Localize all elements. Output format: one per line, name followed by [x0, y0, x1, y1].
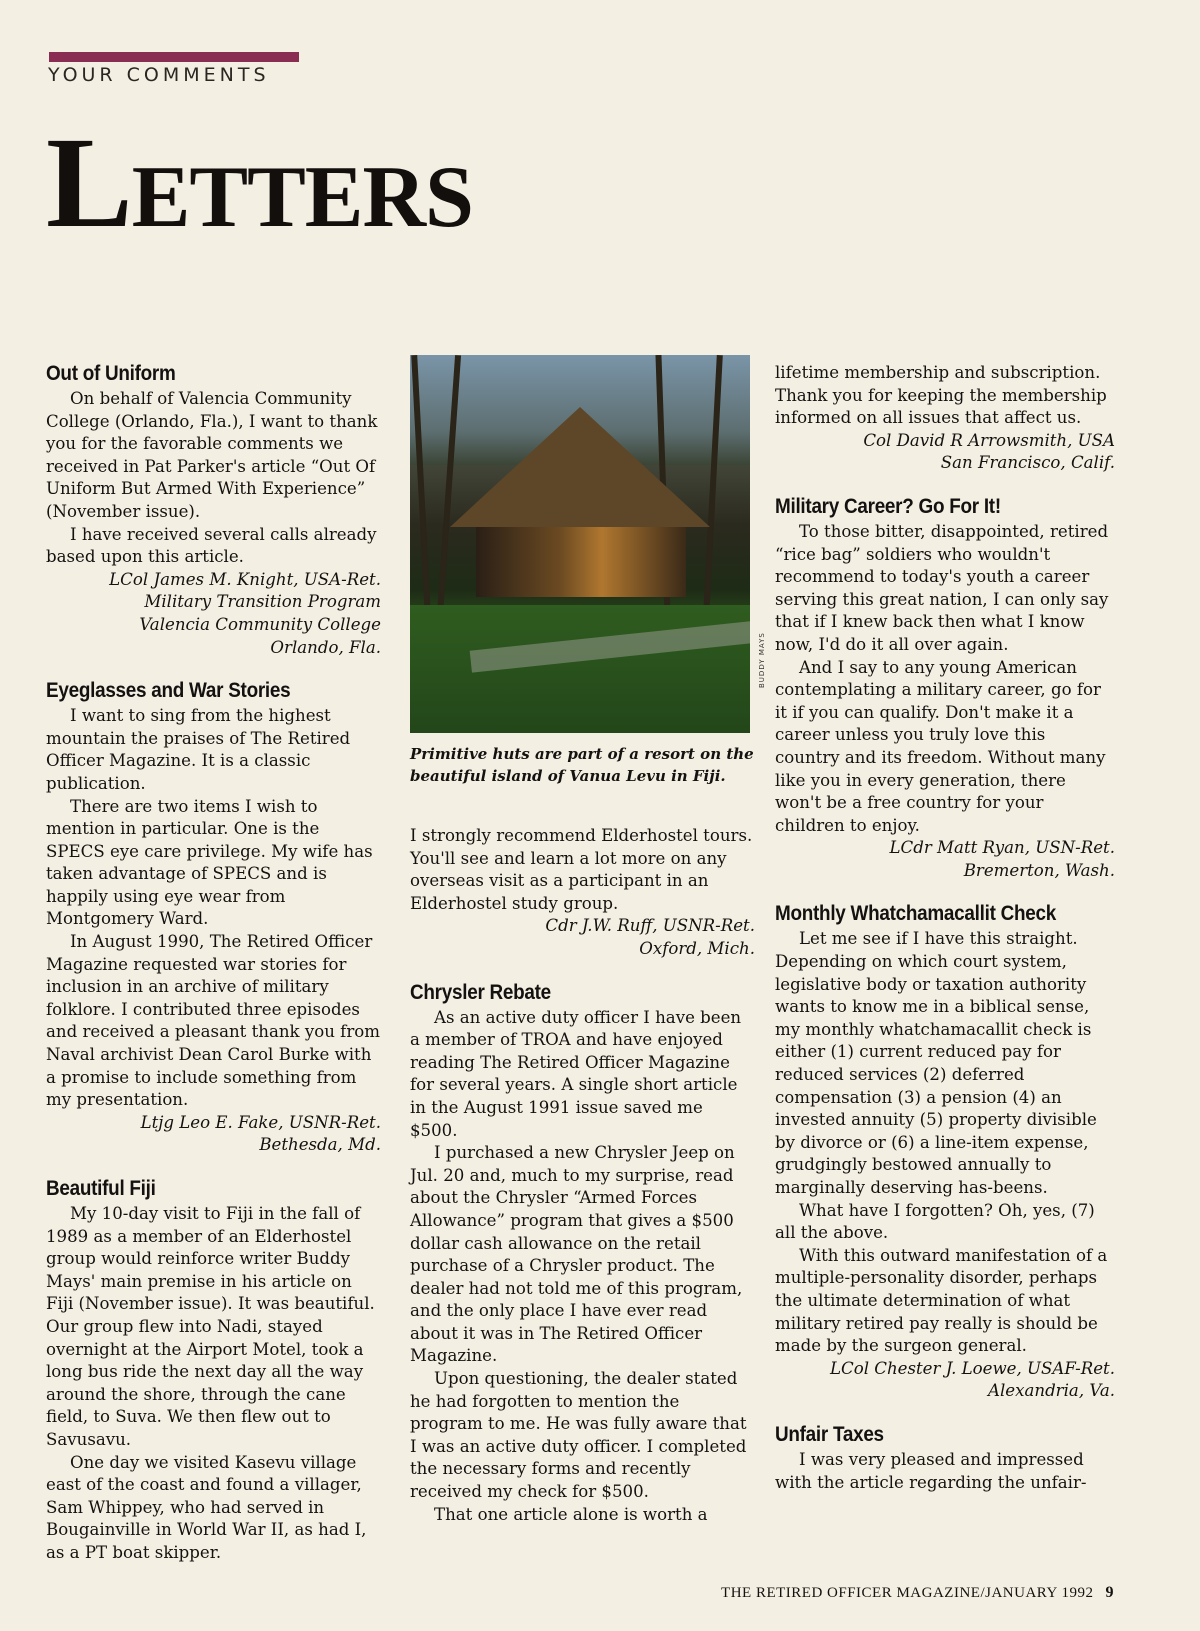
letter-signature-line: Ltjg Leo E. Fake, USNR-Ret.	[140, 1112, 381, 1132]
letter-paragraph: And I say to any young American contemplating a military career, go for it if you can qualify. Don't make it a career unless you truly love this country and its freedom. Without many like you in every generation, there won't be a free country for your children to enjoy.	[775, 657, 1106, 835]
fiji-hut-photo	[410, 355, 750, 733]
letter-signature-line: Cdr J.W. Ruff, USNR-Ret.	[545, 916, 755, 936]
column-2-letters	[410, 825, 755, 1526]
letter-signature-line: Bremerton, Wash.	[963, 860, 1115, 880]
column-1	[46, 362, 381, 1585]
letter-paragraph: lifetime membership and subscription. Thank you for keeping the membership informed on all issues that affect us.	[775, 363, 1107, 428]
letter-paragraph: Let me see if I have this straight. Depending on which court system, legislative body or taxation authority wants to know me in a biblical sense, my monthly whatchamacallit check is either (1) current reduced pay for reduced services (2) deferred compensation (3) a pension (4) an invested annuity (5) property divisible by divorce or (6) a line-item expense, grudgingly bestowed annually to marginally deserving has-beens.	[775, 929, 1097, 1197]
page-title-initial: L	[46, 111, 132, 255]
letter-signature-line: Col David R Arrowsmith, USA	[863, 430, 1115, 450]
column-3	[775, 362, 1115, 1514]
letter-heading: Beautiful Fiji	[46, 1177, 156, 1200]
letter	[46, 362, 381, 659]
letter	[410, 981, 755, 1527]
page-title	[46, 111, 473, 255]
letter	[46, 1177, 381, 1565]
column-2	[410, 362, 755, 1546]
letter-signature-line: Orlando, Fla.	[270, 637, 381, 657]
photo-credit: BUDDY MAYS	[758, 632, 766, 688]
letter-paragraph: One day we visited Kasevu village east of the coast and found a villager, Sam Whippey, who had served in Bougainville in World War II, as had I, as a PT boat skipper.	[46, 1452, 367, 1562]
letter	[410, 825, 755, 961]
letter-signature-line: San Francisco, Calif.	[940, 453, 1115, 473]
letter-paragraph: To those bitter, disappointed, retired “rice bag” soldiers who wouldn't recommend to today's youth a career serving this great nation, I can only say that if I knew back then what I know now, I'd do it all over again.	[775, 521, 1109, 654]
letter-paragraph: I was very pleased and impressed with the article regarding the unfair-	[775, 1449, 1087, 1492]
page-footer	[721, 1584, 1114, 1602]
letter-signature-line: Alexandria, Va.	[988, 1381, 1115, 1401]
letter-paragraph: I strongly recommend Elderhostel tours. You'll see and learn a lot more on any overseas visit as a participant in an Elderhostel study group.	[410, 826, 753, 913]
letter-signature-line: Oxford, Mich.	[639, 938, 755, 958]
letter-paragraph: In August 1990, The Retired Officer Magazine requested war stories for inclusion in an archive of military folklore. I contributed three episodes and received a pleasant thank you from Naval archivist Dean Carol Burke with a promise to include something from my presentation.	[46, 932, 380, 1110]
letter-paragraph: My 10-day visit to Fiji in the fall of 1989 as a member of an Elderhostel group would reinforce writer Buddy Mays' main premise in his article on Fiji (November issue). It was beautiful. Our group flew into Nadi, stayed overnight at the Airport Motel, took a long bus ride the next day all the way around the shore, through the cane field, to Suva. We then flew out to Savusavu.	[46, 1204, 375, 1449]
letter-paragraph: I purchased a new Chrysler Jeep on Jul. 20 and, much to my surprise, read about the Chrysler “Armed Forces Allowance” program that gives a $500 dollar cash allowance on the retail purchase of a Chrysler product. The dealer had not told me of this program, and the only place I have ever read about it was in The Retired Officer Magazine.	[410, 1143, 743, 1366]
photo-caption: Primitive huts are part of a resort on the beautiful island of Vanua Levu in Fiji.	[410, 745, 754, 785]
letter-paragraph: What have I forgotten? Oh, yes, (7) all the above.	[775, 1200, 1095, 1243]
letter-signature-line: Valencia Community College	[139, 614, 381, 634]
letter	[775, 1423, 1115, 1494]
letter-signature-line: LCol James M. Knight, USA-Ret.	[109, 569, 381, 589]
letter-paragraph: I want to sing from the highest mountain the praises of The Retired Officer Magazine. It is a classic publication.	[46, 706, 351, 793]
letter	[775, 902, 1115, 1402]
letter-heading: Military Career? Go For It!	[775, 494, 1001, 518]
header-rule	[49, 52, 299, 62]
letter	[775, 362, 1115, 475]
footer-publication: THE RETIRED OFFICER MAGAZINE/JANUARY 1992	[721, 1585, 1094, 1601]
letter-signature-line: LCdr Matt Ryan, USN-Ret.	[889, 838, 1115, 858]
page-title-rest: ETTERS	[131, 149, 473, 246]
letter-paragraph: On behalf of Valencia Community College (Orlando, Fla.), I want to thank you for the favorable comments we received in Pat Parker's article “Out Of Uniform But Armed With Experience” (November issue).	[46, 389, 378, 521]
letter-paragraph: With this outward manifestation of a multiple-personality disorder, perhaps the ultimate determination of what military retired pay really is should be made by the surgeon general.	[775, 1245, 1108, 1356]
letter-signature-line: Military Transition Program	[144, 592, 381, 612]
letter	[46, 679, 381, 1157]
letter-paragraph: Upon questioning, the dealer stated he had forgotten to mention the program to me. He was fully aware that I was an active duty officer. I completed the necessary forms and recently received my check for $500.	[410, 1369, 747, 1502]
letter-heading: Out of Uniform	[46, 362, 176, 385]
page-number: 9	[1105, 1584, 1114, 1601]
letter-paragraph: As an active duty officer I have been a member of TROA and have enjoyed reading The Retired Officer Magazine for several years. A single short article in the August 1991 issue saved me $500.	[410, 1007, 742, 1140]
letter-paragraph: I have received several calls already based upon this article.	[46, 524, 377, 567]
letter-paragraph: There are two items I wish to mention in particular. One is the SPECS eye care privilege. My wife has taken advantage of SPECS and is happily using eye wear from Montgomery Ward.	[46, 796, 373, 929]
letter-heading: Eyeglasses and War Stories	[46, 679, 291, 703]
letter-heading: Monthly Whatchamacallit Check	[775, 902, 1056, 926]
letter-heading: Unfair Taxes	[775, 1422, 884, 1446]
letter-heading: Chrysler Rebate	[410, 980, 551, 1004]
section-kicker: YOUR COMMENTS	[48, 64, 270, 86]
letter-signature-line: LCol Chester J. Loewe, USAF-Ret.	[830, 1358, 1115, 1378]
letter-signature-line: Bethesda, Md.	[259, 1135, 381, 1155]
letter	[775, 495, 1115, 883]
letter-paragraph: That one article alone is worth a	[434, 1504, 708, 1524]
